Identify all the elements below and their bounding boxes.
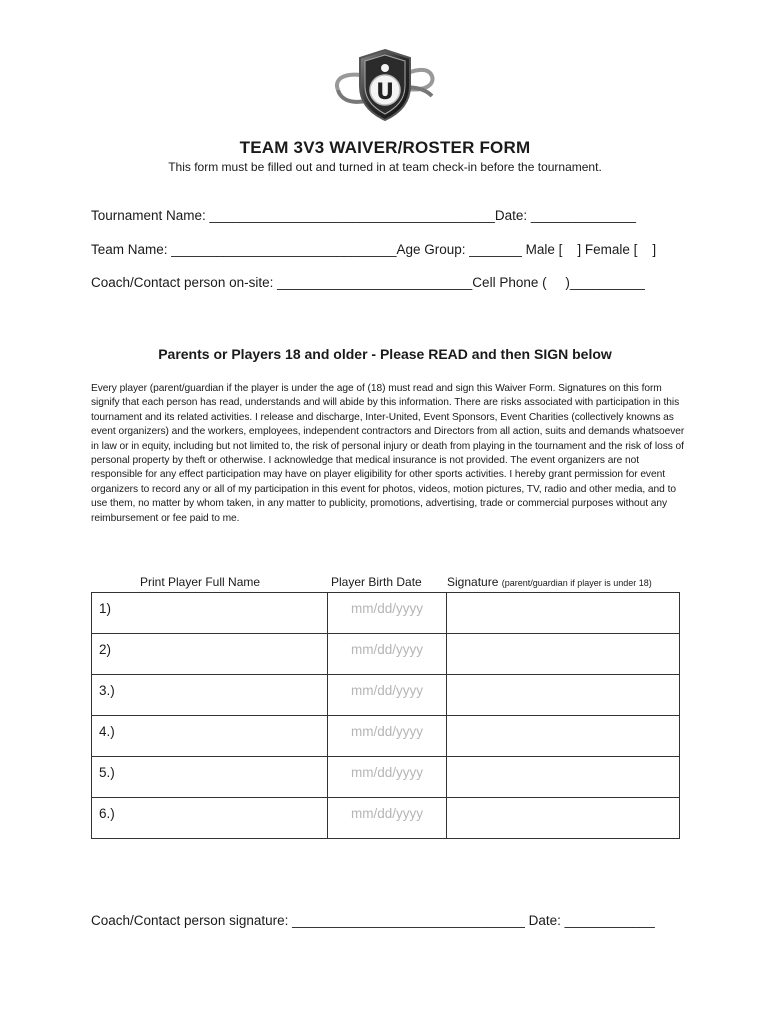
birth-date-placeholder: mm/dd/yyyy [350, 806, 423, 821]
birth-date-placeholder: mm/dd/yyyy [350, 724, 423, 739]
player-name-cell[interactable] [92, 716, 328, 757]
player-name-cell[interactable] [92, 634, 328, 675]
col-header-signature-note: (parent/guardian if player is under 18) [501, 578, 652, 588]
inter-united-logo [332, 46, 438, 126]
col-header-birth-date: Player Birth Date [331, 575, 422, 589]
birth-date-placeholder: mm/dd/yyyy [350, 642, 423, 657]
signature-cell[interactable] [447, 675, 680, 716]
table-row [92, 757, 680, 798]
coach-contact-phone-field[interactable]: Coach/Contact person on-site: __________________________Cell Phone ( )__________ [91, 275, 645, 290]
birth-date-cell[interactable] [328, 798, 447, 839]
signature-cell[interactable] [447, 716, 680, 757]
col-header-signature [447, 575, 652, 589]
row-number: 3.) [99, 683, 115, 698]
player-name-cell[interactable] [92, 798, 328, 839]
col-header-player-name: Print Player Full Name [140, 575, 261, 589]
team-name-age-group-field[interactable]: Team Name: ______________________________Age Group: _______ Male [ ] Female [ ] [91, 242, 657, 257]
logo-letter: U [376, 80, 394, 105]
table-row [92, 675, 680, 716]
birth-date-cell[interactable] [328, 593, 447, 634]
form-subtitle: This form must be filled out and turned in at team check-in before the tournament. [168, 160, 602, 174]
signature-cell[interactable] [447, 634, 680, 675]
waiver-heading: Parents or Players 18 and older - Please READ and then SIGN below [158, 346, 612, 362]
table-row [92, 716, 680, 757]
row-number: 6.) [99, 806, 115, 821]
form-title: TEAM 3V3 WAIVER/ROSTER FORM [239, 138, 531, 157]
birth-date-placeholder: mm/dd/yyyy [350, 765, 423, 780]
roster-table [91, 592, 680, 839]
col-header-signature-label: Signature [447, 575, 499, 589]
table-row [92, 634, 680, 675]
row-number: 5.) [99, 765, 115, 780]
signature-cell[interactable] [447, 593, 680, 634]
table-row [92, 593, 680, 634]
signature-cell[interactable] [447, 798, 680, 839]
birth-date-placeholder: mm/dd/yyyy [350, 601, 423, 616]
signature-cell[interactable] [447, 757, 680, 798]
player-name-cell[interactable] [92, 593, 328, 634]
birth-date-placeholder: mm/dd/yyyy [350, 683, 423, 698]
waiver-text: Every player (parent/guardian if the player is under the age of (18) must read and sign this Waiver Form. Signatures on this form signify that each person has read, understands and will abide by this information. There are risks associated with participation in this tournament and its related activities. I release and discharge, Inter-United, Event Sponsors, Event Charities (collectively knowns as event organizers) and the workers, employees, independent contractors and Directors from all action, suits and demands whatsoever in law or in equity, including but not limited to, the risk of personal injury or death from playing in the tournament and the risk of loss of personal property by theft or otherwise. I acknowledge that medical insurance is not provided. The event organizers are not responsible for any effect participation may have on player eligibility for other sports activities. I hereby grant permission for event organizers to record any or all of my participation in this event for photos, videos, motion pictures, TV, radio and other media, and to use them, no matter by whom taken, in any matter to publicity, promotions, advertising, trade or commercial purposes without any reimbursement or fee paid to me. [91, 383, 685, 524]
tournament-name-date-field[interactable]: Tournament Name: ______________________________________Date: ______________ [91, 208, 636, 223]
player-name-cell[interactable] [92, 757, 328, 798]
birth-date-cell[interactable] [328, 675, 447, 716]
player-name-cell[interactable] [92, 675, 328, 716]
birth-date-cell[interactable] [328, 634, 447, 675]
birth-date-cell[interactable] [328, 757, 447, 798]
row-number: 2) [99, 642, 112, 657]
coach-signature-date-field[interactable]: Coach/Contact person signature: _______________________________ Date: ____________ [91, 913, 655, 928]
table-row [92, 798, 680, 839]
birth-date-cell[interactable] [328, 716, 447, 757]
row-number: 1) [99, 601, 112, 616]
row-number: 4.) [99, 724, 115, 739]
